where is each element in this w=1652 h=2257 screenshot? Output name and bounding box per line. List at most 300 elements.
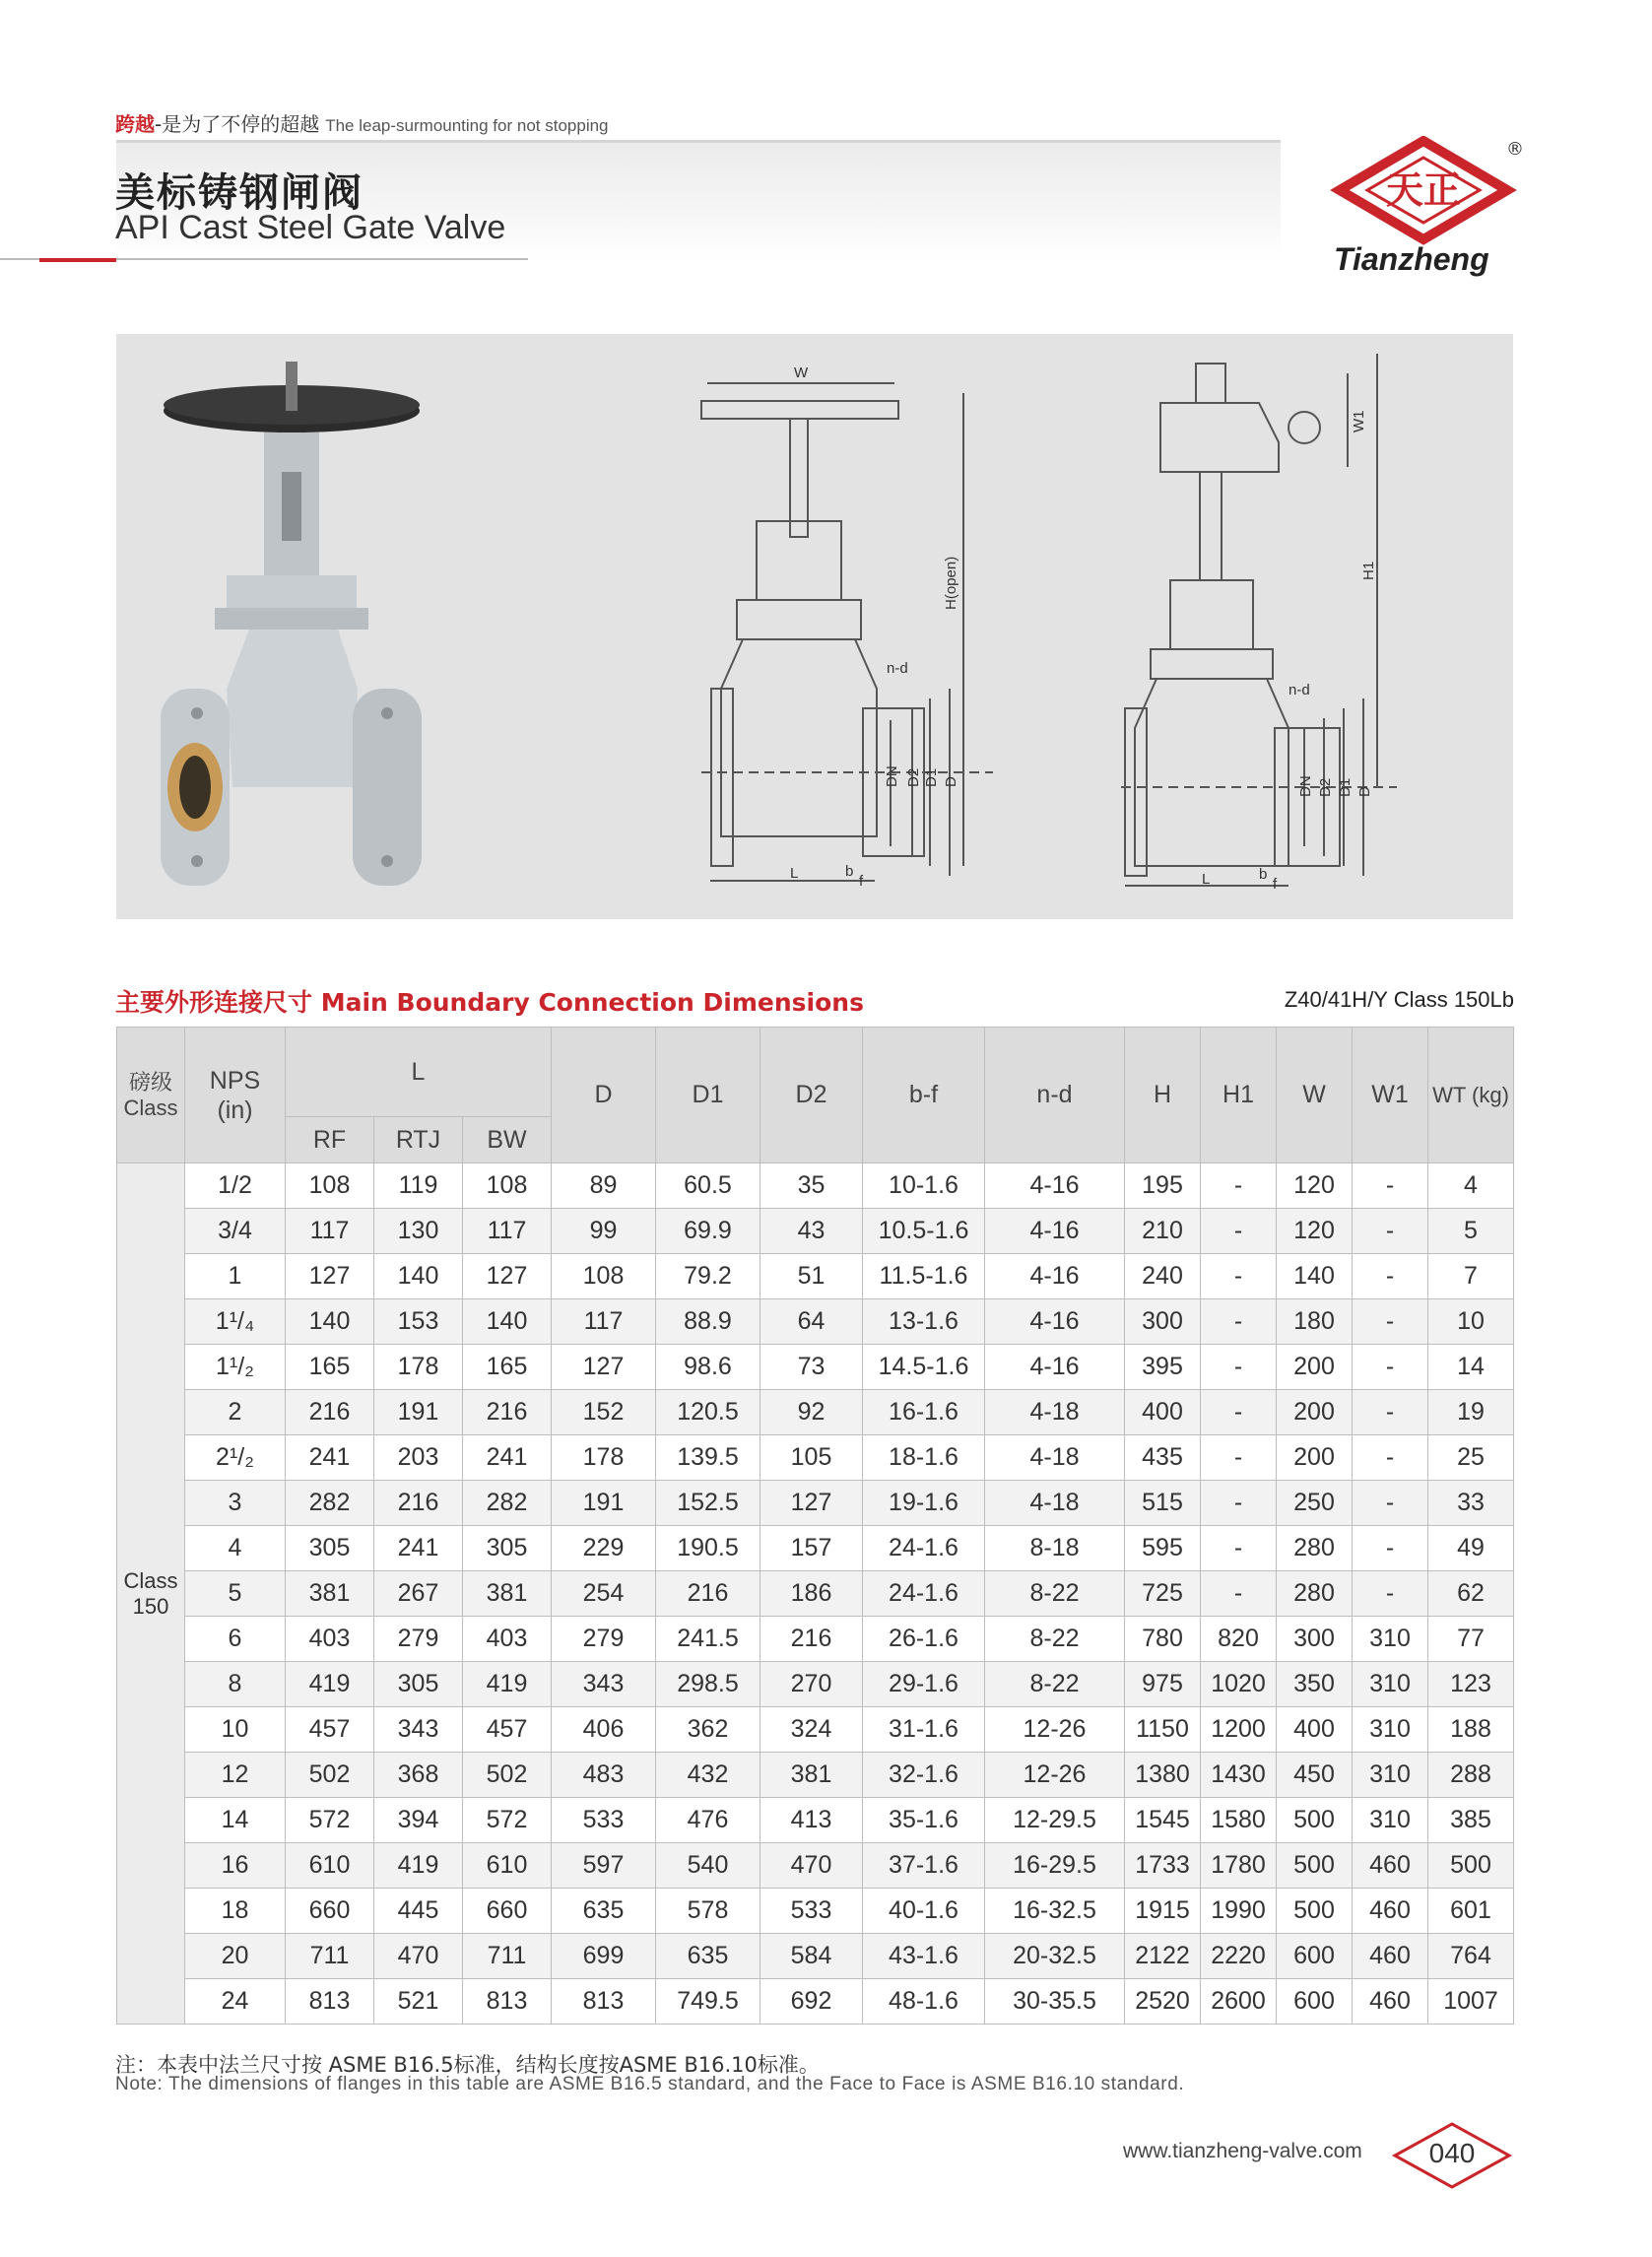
table-cell: 49: [1428, 1526, 1514, 1571]
table-row: [117, 1209, 1514, 1254]
table-row: [117, 1934, 1514, 1979]
table-cell: 4-18: [985, 1435, 1125, 1481]
table-cell: 127: [463, 1254, 552, 1299]
table-cell: 500: [1428, 1843, 1514, 1889]
col-d1: D1: [656, 1028, 760, 1163]
table-cell: 305: [374, 1662, 463, 1707]
table-cell: 140: [286, 1299, 374, 1345]
table-cell: 25: [1428, 1435, 1514, 1481]
table-cell: 24-1.6: [863, 1526, 985, 1571]
table-cell: 43: [760, 1209, 863, 1254]
table-cell: 216: [656, 1571, 760, 1617]
table-row: [117, 1889, 1514, 1934]
table-cell: 157: [760, 1526, 863, 1571]
table-cell: 130: [374, 1209, 463, 1254]
table-cell: 139.5: [656, 1435, 760, 1481]
col-l-rf: RF: [286, 1117, 374, 1163]
dim-d-right: D: [1356, 786, 1373, 797]
tagline-cn-rest: -是为了不停的超越: [155, 112, 320, 136]
table-cell: 267: [374, 1571, 463, 1617]
table-cell: 310: [1353, 1753, 1428, 1798]
table-cell: 7: [1428, 1254, 1514, 1299]
table-cell: 20-32.5: [985, 1934, 1125, 1979]
col-w: W: [1277, 1028, 1353, 1163]
table-row: [117, 1345, 1514, 1390]
table-cell: 975: [1125, 1662, 1201, 1707]
table-cell: 99: [552, 1209, 656, 1254]
col-l-rtj: RTJ: [374, 1117, 463, 1163]
dim-dn: DN: [884, 765, 900, 787]
table-cell: 298.5: [656, 1662, 760, 1707]
table-cell: 89: [552, 1163, 656, 1209]
table-cell: 502: [286, 1753, 374, 1798]
table-cell: -: [1201, 1345, 1277, 1390]
table-cell: 403: [286, 1617, 374, 1662]
header-divider: [116, 140, 1281, 143]
tagline-en: The leap-surmounting for not stopping: [325, 116, 609, 135]
table-cell: 350: [1277, 1662, 1353, 1707]
table-cell: 18-1.6: [863, 1435, 985, 1481]
table-cell: -: [1353, 1571, 1428, 1617]
table-cell: 6: [185, 1617, 286, 1662]
table-cell: 457: [463, 1707, 552, 1753]
table-cell: 127: [760, 1481, 863, 1526]
table-cell: 2600: [1201, 1979, 1277, 2025]
table-cell: 310: [1353, 1662, 1428, 1707]
dim-nd: n-d: [887, 660, 908, 677]
table-cell: 4-16: [985, 1163, 1125, 1209]
table-cell: -: [1353, 1526, 1428, 1571]
table-cell: 540: [656, 1843, 760, 1889]
table-cell: 635: [656, 1934, 760, 1979]
table-cell: 31-1.6: [863, 1707, 985, 1753]
table-cell: 35: [760, 1163, 863, 1209]
table-cell: 445: [374, 1889, 463, 1934]
col-nd: n-d: [985, 1028, 1125, 1163]
table-cell: 572: [463, 1798, 552, 1843]
table-row: [117, 1254, 1514, 1299]
table-cell: 1/2: [185, 1163, 286, 1209]
col-wt: WT (kg): [1428, 1028, 1514, 1163]
table-cell: 14.5-1.6: [863, 1345, 985, 1390]
table-cell: 3/4: [185, 1209, 286, 1254]
table-cell: 2220: [1201, 1934, 1277, 1979]
dim-l: L: [790, 865, 799, 882]
dim-b-right: b: [1259, 866, 1268, 883]
table-row: [117, 1163, 1514, 1209]
table-cell: 4: [1428, 1163, 1514, 1209]
tagline: [115, 108, 609, 137]
table-cell: 600: [1277, 1934, 1353, 1979]
table-cell: 241: [374, 1526, 463, 1571]
table-cell: 241: [286, 1435, 374, 1481]
table-cell: 4-16: [985, 1254, 1125, 1299]
class-cell: Class 150: [117, 1163, 185, 2025]
table-cell: 4-16: [985, 1299, 1125, 1345]
table-body: [117, 1163, 1514, 2025]
table-cell: 16: [185, 1843, 286, 1889]
table-cell: -: [1201, 1390, 1277, 1435]
table-cell: 190.5: [656, 1526, 760, 1571]
table-cell: 108: [463, 1163, 552, 1209]
table-cell: 5: [1428, 1209, 1514, 1254]
table-cell: -: [1201, 1209, 1277, 1254]
table-cell: 35-1.6: [863, 1798, 985, 1843]
table-cell: 711: [463, 1934, 552, 1979]
dim-w: W: [794, 365, 809, 381]
table-cell: 400: [1277, 1707, 1353, 1753]
table-cell: 381: [760, 1753, 863, 1798]
logo-chars: 天正: [1385, 168, 1462, 212]
table-cell: 413: [760, 1798, 863, 1843]
table-cell: 572: [286, 1798, 374, 1843]
table-cell: 460: [1353, 1843, 1428, 1889]
table-cell: 8-22: [985, 1617, 1125, 1662]
table-cell: -: [1201, 1571, 1277, 1617]
table-cell: 105: [760, 1435, 863, 1481]
table-cell: 8-18: [985, 1526, 1125, 1571]
table-cell: 362: [656, 1707, 760, 1753]
table-cell: 381: [463, 1571, 552, 1617]
table-row: [117, 1798, 1514, 1843]
col-d2: D2: [760, 1028, 863, 1163]
table-cell: 813: [463, 1979, 552, 2025]
table-cell: -: [1353, 1254, 1428, 1299]
table-cell: 69.9: [656, 1209, 760, 1254]
table-cell: 120.5: [656, 1390, 760, 1435]
dimensions-table: [116, 1027, 1514, 2025]
table-cell: 140: [1277, 1254, 1353, 1299]
table-cell: 152: [552, 1390, 656, 1435]
table-cell: 29-1.6: [863, 1662, 985, 1707]
table-cell: 33: [1428, 1481, 1514, 1526]
table-cell: 385: [1428, 1798, 1514, 1843]
table-cell: 470: [760, 1843, 863, 1889]
table-cell: 119: [374, 1163, 463, 1209]
table-cell: 3: [185, 1481, 286, 1526]
table-cell: 64: [760, 1299, 863, 1345]
table-cell: -: [1201, 1299, 1277, 1345]
table-cell: 2520: [1125, 1979, 1201, 2025]
table-cell: 40-1.6: [863, 1889, 985, 1934]
table-cell: 180: [1277, 1299, 1353, 1345]
table-cell: 10: [185, 1707, 286, 1753]
table-cell: 241.5: [656, 1617, 760, 1662]
table-cell: 368: [374, 1753, 463, 1798]
table-cell: 178: [374, 1345, 463, 1390]
table-cell: 711: [286, 1934, 374, 1979]
table-cell: 32-1.6: [863, 1753, 985, 1798]
table-cell: 725: [1125, 1571, 1201, 1617]
table-cell: -: [1353, 1299, 1428, 1345]
table-cell: 30-35.5: [985, 1979, 1125, 2025]
table-cell: 500: [1277, 1843, 1353, 1889]
page-number: 040: [1428, 2138, 1476, 2168]
table-cell: 460: [1353, 1979, 1428, 2025]
table-cell: 8: [185, 1662, 286, 1707]
dim-f-right: f: [1273, 876, 1278, 893]
table-cell: 1990: [1201, 1889, 1277, 1934]
table-cell: 457: [286, 1707, 374, 1753]
drawing-gear-view: [1121, 354, 1397, 886]
table-cell: 79.2: [656, 1254, 760, 1299]
table-cell: 14: [185, 1798, 286, 1843]
table-cell: -: [1201, 1526, 1277, 1571]
table-cell: 500: [1277, 1798, 1353, 1843]
table-cell: 10-1.6: [863, 1163, 985, 1209]
table-cell: 1: [185, 1254, 286, 1299]
dim-d2: D2: [905, 767, 922, 787]
table-cell: 20: [185, 1934, 286, 1979]
dim-nd-right: n-d: [1289, 682, 1310, 698]
table-cell: 48-1.6: [863, 1979, 985, 2025]
col-nps: NPS (in): [185, 1028, 286, 1163]
table-cell: 12-26: [985, 1707, 1125, 1753]
table-cell: 188: [1428, 1707, 1514, 1753]
dim-d2-right: D2: [1317, 777, 1334, 797]
valve-photo: [161, 362, 422, 886]
table-cell: 1545: [1125, 1798, 1201, 1843]
table-cell: 476: [656, 1798, 760, 1843]
table-cell: 610: [286, 1843, 374, 1889]
table-cell: 77: [1428, 1617, 1514, 1662]
table-row: [117, 1299, 1514, 1345]
table-cell: 19-1.6: [863, 1481, 985, 1526]
table-cell: 10: [1428, 1299, 1514, 1345]
table-cell: 419: [286, 1662, 374, 1707]
table-cell: 12: [185, 1753, 286, 1798]
table-cell: 521: [374, 1979, 463, 2025]
table-cell: 4-18: [985, 1390, 1125, 1435]
table-cell: 216: [760, 1617, 863, 1662]
table-cell: 300: [1277, 1617, 1353, 1662]
table-cell: 62: [1428, 1571, 1514, 1617]
table-cell: 127: [552, 1345, 656, 1390]
table-cell: -: [1201, 1435, 1277, 1481]
valve-illustrations: [116, 334, 1513, 919]
table-row: [117, 1435, 1514, 1481]
table-cell: 279: [552, 1617, 656, 1662]
table-cell: 1580: [1201, 1798, 1277, 1843]
table-cell: 1380: [1125, 1753, 1201, 1798]
table-row: [117, 1979, 1514, 2025]
title-accent-bar: [39, 258, 116, 262]
table-cell: 460: [1353, 1934, 1428, 1979]
table-cell: -: [1201, 1254, 1277, 1299]
table-cell: 432: [656, 1753, 760, 1798]
table-cell: 2¹/₂: [185, 1435, 286, 1481]
table-cell: 435: [1125, 1435, 1201, 1481]
table-cell: -: [1353, 1163, 1428, 1209]
table-cell: 749.5: [656, 1979, 760, 2025]
table-cell: 1007: [1428, 1979, 1514, 2025]
table-cell: 24-1.6: [863, 1571, 985, 1617]
col-h1: H1: [1201, 1028, 1277, 1163]
table-cell: 419: [374, 1843, 463, 1889]
table-cell: 1¹/₂: [185, 1345, 286, 1390]
table-cell: 660: [463, 1889, 552, 1934]
table-cell: 88.9: [656, 1299, 760, 1345]
table-cell: -: [1353, 1345, 1428, 1390]
table-cell: 288: [1428, 1753, 1514, 1798]
table-cell: 764: [1428, 1934, 1514, 1979]
table-cell: 10.5-1.6: [863, 1209, 985, 1254]
table-cell: 216: [463, 1390, 552, 1435]
col-l: L: [286, 1028, 552, 1117]
table-cell: 2122: [1125, 1934, 1201, 1979]
table-cell: 4: [185, 1526, 286, 1571]
table-cell: 12-29.5: [985, 1798, 1125, 1843]
col-d: D: [552, 1028, 656, 1163]
table-cell: 195: [1125, 1163, 1201, 1209]
table-cell: 216: [286, 1390, 374, 1435]
table-cell: 165: [463, 1345, 552, 1390]
table-cell: 37-1.6: [863, 1843, 985, 1889]
table-cell: 419: [463, 1662, 552, 1707]
table-cell: 8-22: [985, 1571, 1125, 1617]
table-cell: 483: [552, 1753, 656, 1798]
table-cell: 186: [760, 1571, 863, 1617]
table-cell: 203: [374, 1435, 463, 1481]
table-cell: -: [1353, 1390, 1428, 1435]
col-l-bw: BW: [463, 1117, 552, 1163]
table-cell: 502: [463, 1753, 552, 1798]
table-cell: 635: [552, 1889, 656, 1934]
table-cell: 178: [552, 1435, 656, 1481]
table-cell: 780: [1125, 1617, 1201, 1662]
table-cell: -: [1201, 1163, 1277, 1209]
tagline-cn-highlight: 跨越: [115, 112, 155, 136]
dim-f: f: [859, 873, 864, 890]
table-cell: 813: [286, 1979, 374, 2025]
table-cell: 51: [760, 1254, 863, 1299]
table-cell: 123: [1428, 1662, 1514, 1707]
dim-h-open: H(open): [943, 556, 959, 610]
table-row: [117, 1526, 1514, 1571]
logo-name: Tianzheng: [1334, 241, 1489, 277]
table-cell: 229: [552, 1526, 656, 1571]
table-cell: 578: [656, 1889, 760, 1934]
table-cell: 117: [463, 1209, 552, 1254]
table-cell: 120: [1277, 1163, 1353, 1209]
table-cell: 343: [552, 1662, 656, 1707]
table-row: [117, 1481, 1514, 1526]
table-cell: 108: [552, 1254, 656, 1299]
table-cell: 200: [1277, 1435, 1353, 1481]
table-row: [117, 1390, 1514, 1435]
table-cell: 18: [185, 1889, 286, 1934]
table-cell: 1020: [1201, 1662, 1277, 1707]
table-cell: 200: [1277, 1345, 1353, 1390]
table-cell: 73: [760, 1345, 863, 1390]
dim-d1-right: D1: [1337, 777, 1354, 797]
table-cell: 153: [374, 1299, 463, 1345]
table-cell: 660: [286, 1889, 374, 1934]
table-cell: 117: [286, 1209, 374, 1254]
note-cn: 注：本表中法兰尺寸按 ASME B16.5标准，结构长度按ASME B16.10标准。: [115, 2053, 820, 2077]
table-cell: 500: [1277, 1889, 1353, 1934]
table-cell: 533: [760, 1889, 863, 1934]
table-cell: -: [1353, 1209, 1428, 1254]
table-cell: 216: [374, 1481, 463, 1526]
table-cell: 610: [463, 1843, 552, 1889]
table-cell: 395: [1125, 1345, 1201, 1390]
page-title-en: API Cast Steel Gate Valve: [115, 209, 506, 246]
drawing-open-view: [701, 383, 993, 881]
table-cell: 279: [374, 1617, 463, 1662]
table-cell: 280: [1277, 1526, 1353, 1571]
col-w1: W1: [1353, 1028, 1428, 1163]
table-cell: 813: [552, 1979, 656, 2025]
page-title-cn: 美标铸钢闸阀: [115, 170, 363, 216]
table-cell: 400: [1125, 1390, 1201, 1435]
table-cell: 1430: [1201, 1753, 1277, 1798]
table-row: [117, 1843, 1514, 1889]
table-row: [117, 1707, 1514, 1753]
registered-mark: ®: [1506, 139, 1524, 160]
table-cell: 16-29.5: [985, 1843, 1125, 1889]
table-cell: 305: [286, 1526, 374, 1571]
table-cell: -: [1353, 1481, 1428, 1526]
table-cell: 699: [552, 1934, 656, 1979]
table-cell: 1¹/₄: [185, 1299, 286, 1345]
table-cell: -: [1353, 1435, 1428, 1481]
table-cell: 406: [552, 1707, 656, 1753]
table-cell: 12-26: [985, 1753, 1125, 1798]
table-cell: 240: [1125, 1254, 1201, 1299]
dim-d1: D1: [923, 767, 940, 787]
table-cell: 108: [286, 1163, 374, 1209]
table-cell: 280: [1277, 1571, 1353, 1617]
dim-h1: H1: [1360, 561, 1377, 580]
table-cell: 584: [760, 1934, 863, 1979]
table-row: [117, 1662, 1514, 1707]
table-cell: 5: [185, 1571, 286, 1617]
table-cell: 11.5-1.6: [863, 1254, 985, 1299]
note-en: Note: The dimensions of flanges in this table are ASME B16.5 standard, and the Face to Face is ASME B16.10 standard.: [115, 2074, 1185, 2094]
col-h: H: [1125, 1028, 1201, 1163]
table-cell: 820: [1201, 1617, 1277, 1662]
table-cell: 254: [552, 1571, 656, 1617]
table-cell: 597: [552, 1843, 656, 1889]
table-cell: 200: [1277, 1390, 1353, 1435]
table-cell: 381: [286, 1571, 374, 1617]
dim-l-right: L: [1202, 871, 1211, 888]
table-cell: 210: [1125, 1209, 1201, 1254]
table-cell: 117: [552, 1299, 656, 1345]
dim-w1: W1: [1351, 410, 1367, 432]
dim-dn-right: DN: [1297, 775, 1314, 797]
table-cell: 533: [552, 1798, 656, 1843]
table-cell: 324: [760, 1707, 863, 1753]
table-cell: 152.5: [656, 1481, 760, 1526]
table-cell: 450: [1277, 1753, 1353, 1798]
table-cell: 120: [1277, 1209, 1353, 1254]
table-cell: 140: [463, 1299, 552, 1345]
table-cell: 60.5: [656, 1163, 760, 1209]
product-image-panel: [116, 334, 1513, 919]
table-cell: 515: [1125, 1481, 1201, 1526]
table-cell: 92: [760, 1390, 863, 1435]
table-cell: 250: [1277, 1481, 1353, 1526]
table-cell: 140: [374, 1254, 463, 1299]
table-cell: -: [1201, 1481, 1277, 1526]
col-class: 磅级 Class: [117, 1028, 185, 1163]
table-cell: 165: [286, 1345, 374, 1390]
table-cell: 4-16: [985, 1209, 1125, 1254]
table-row: [117, 1753, 1514, 1798]
table-cell: 300: [1125, 1299, 1201, 1345]
